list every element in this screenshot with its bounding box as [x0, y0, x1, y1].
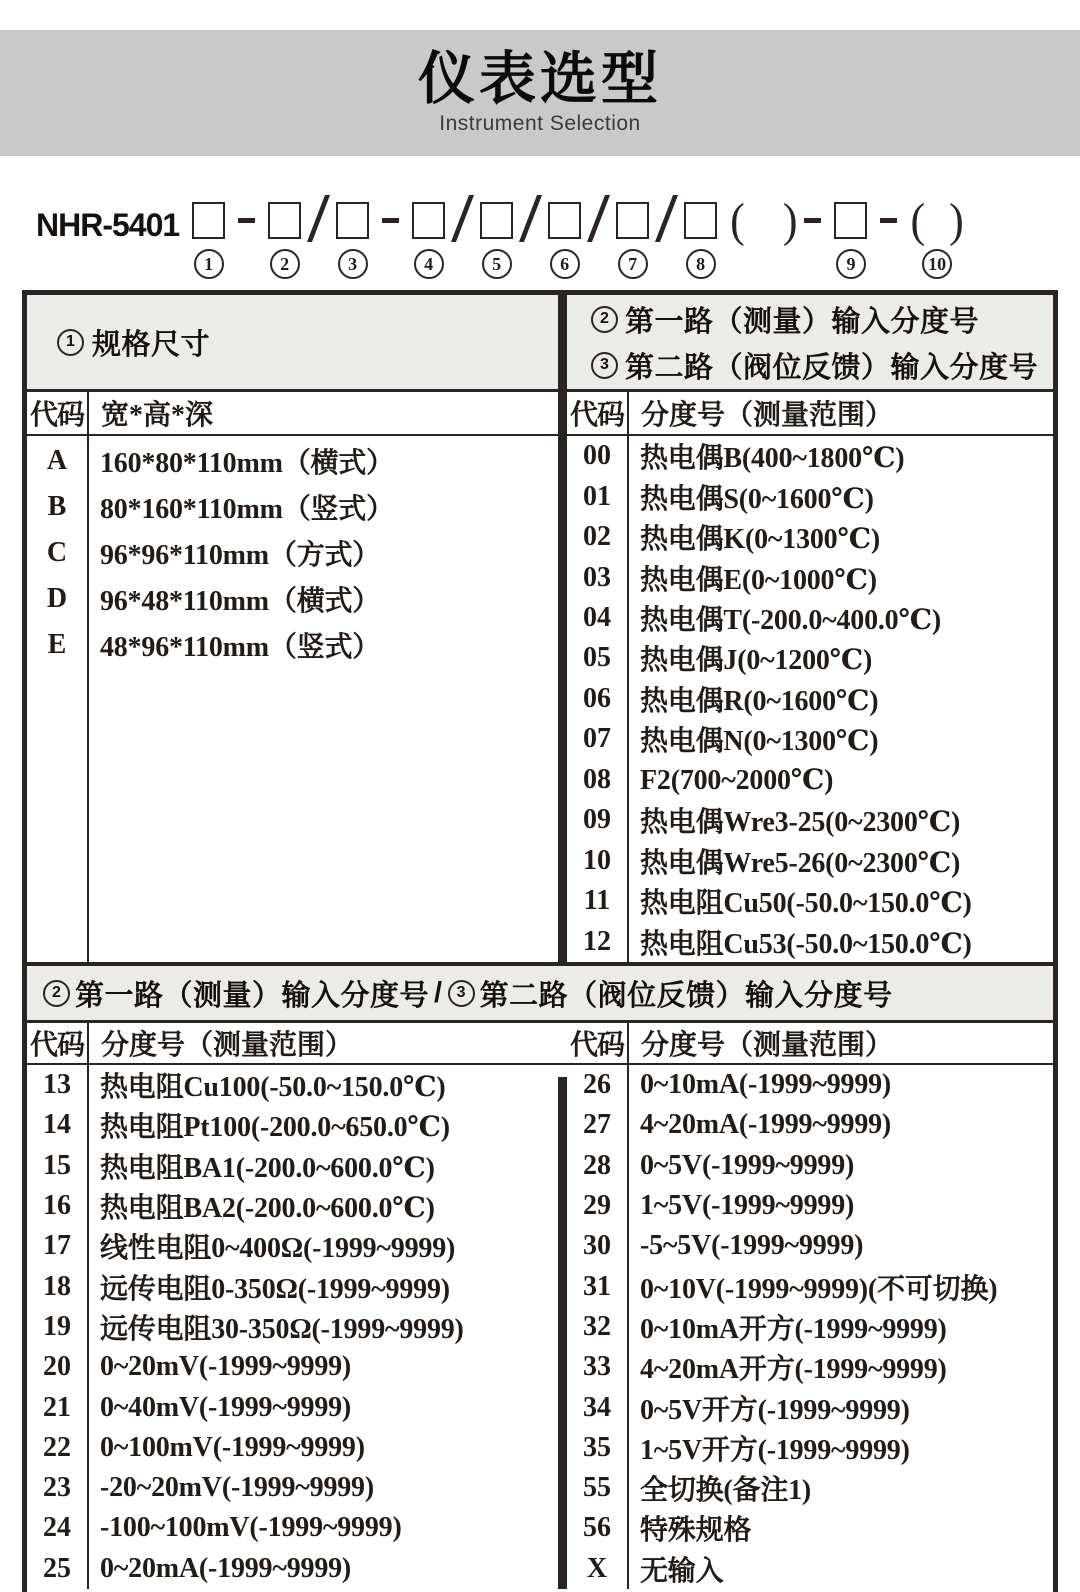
slash-separator-icon: [451, 195, 474, 242]
circled-number: 3: [448, 980, 475, 1007]
slash-separator-icon: [655, 195, 678, 242]
circled-number: 1: [57, 329, 84, 356]
circled-number: 2: [591, 306, 618, 333]
row-code: 13: [43, 1069, 71, 1101]
row-code: 03: [583, 561, 611, 593]
model-position-8: [684, 202, 717, 279]
page-banner: [0, 30, 1080, 156]
row-code: 16: [43, 1190, 71, 1222]
row-desc: -20~20mV(-1999~9999): [100, 1472, 374, 1504]
position-number: 6: [550, 249, 580, 279]
table-row: [27, 1105, 567, 1145]
row-desc: 热电偶T(-200.0~400.0℃): [640, 605, 941, 637]
table-row: [27, 438, 558, 484]
row-desc: 0~10mA(-1999~9999): [640, 1069, 892, 1101]
row-code: 27: [583, 1109, 611, 1141]
row-code: X: [586, 1552, 608, 1584]
graduation-rows-00-12: [567, 436, 1053, 962]
table-row: [567, 517, 1053, 557]
slash-separator-icon: [519, 195, 542, 242]
row-code: 32: [583, 1310, 611, 1342]
circled-number: 2: [43, 980, 70, 1007]
row-desc: 0~20mA(-1999~9999): [100, 1552, 352, 1584]
row-code: 26: [583, 1069, 611, 1101]
model-position-2: [268, 202, 301, 279]
row-desc: 热电偶B(400~1800℃): [640, 443, 905, 475]
model-position-10: [910, 194, 964, 279]
row-desc: 1~5V开方(-1999~9999): [640, 1434, 910, 1466]
separator: [662, 202, 671, 239]
row-desc: 热电偶Wre5-26(0~2300℃): [640, 847, 961, 879]
group-header-line: [591, 345, 1038, 386]
position-number: 4: [414, 249, 444, 279]
table-row: [27, 1266, 567, 1306]
graduation-column-group-right: [567, 1023, 1053, 1589]
table-row: [567, 436, 1053, 476]
vertical-divider: [558, 1077, 567, 1589]
row-code: 02: [583, 521, 611, 553]
row-desc: 80*160*110mm（竖式）: [100, 494, 394, 525]
model-position-1: [192, 202, 225, 279]
column-headers: [27, 1023, 567, 1065]
row-code: 09: [583, 804, 611, 836]
column-headers: [567, 1023, 1053, 1065]
slash-separator-icon: [587, 195, 610, 242]
table-row: [567, 638, 1053, 678]
paren-pair: [910, 194, 964, 247]
graduation-rows-13-25: [27, 1065, 567, 1589]
position-number: 8: [686, 249, 716, 279]
paren-close: ): [949, 194, 964, 247]
desc-column-header: 宽*高*深: [101, 400, 214, 431]
paren-open: (: [730, 194, 745, 247]
table-row: [567, 841, 1053, 881]
table-row: [27, 622, 558, 668]
position-number: 1: [194, 249, 224, 279]
table-top-section: [27, 295, 1053, 962]
row-code: 12: [583, 925, 611, 957]
row-desc: 热电偶N(0~1300℃): [640, 726, 879, 758]
row-code: 25: [43, 1552, 71, 1584]
row-code: C: [46, 537, 68, 568]
table-row: [27, 530, 558, 576]
column-headers: [567, 392, 1053, 436]
model-box: [480, 202, 513, 239]
table-row: [567, 1549, 1053, 1589]
model-position-4: [412, 202, 445, 279]
table-row: [27, 1508, 567, 1548]
model-box: [192, 202, 225, 239]
separator: [880, 202, 897, 239]
table-row: [567, 921, 1053, 961]
group-header-label: 规格尺寸: [92, 328, 211, 361]
row-code: 19: [43, 1310, 71, 1342]
table-row: [567, 1226, 1053, 1266]
model-prefix: NHR-5401: [36, 207, 180, 243]
page-subtitle: Instrument Selection: [439, 111, 641, 135]
model-code-line: [36, 194, 964, 279]
model-box: [616, 202, 649, 239]
group-header-line: [591, 299, 979, 340]
row-code: 20: [43, 1351, 71, 1383]
model-position-7: [616, 202, 649, 279]
row-desc: 0~10V(-1999~9999)(不可切换): [640, 1273, 998, 1305]
row-desc: 1~5V(-1999~9999): [640, 1190, 855, 1222]
row-code: 28: [583, 1149, 611, 1181]
row-desc: F2(700~2000℃): [640, 764, 834, 796]
row-desc: 96*48*110mm（横式）: [100, 586, 381, 617]
code-column-header: 代码: [29, 1030, 84, 1061]
table-row: [27, 1549, 567, 1589]
table-row: [567, 760, 1053, 800]
row-desc: 4~20mA开方(-1999~9999): [640, 1354, 947, 1386]
model-box: [684, 202, 717, 239]
table-row: [27, 1307, 567, 1347]
group-header-spec-size: [27, 295, 558, 392]
paren-open: (: [910, 194, 926, 247]
row-code: 22: [43, 1431, 71, 1463]
dash-separator-icon: [804, 218, 821, 223]
model-box: [412, 202, 445, 239]
row-code: 07: [583, 723, 611, 755]
band-label: 第一路（测量）输入分度号: [75, 979, 430, 1012]
table-row: [567, 1468, 1053, 1508]
table-row: [567, 1065, 1053, 1105]
row-code: 55: [583, 1472, 611, 1504]
table-row: [567, 1508, 1053, 1548]
row-desc: 无输入: [640, 1555, 724, 1587]
row-desc: 热电偶Wre3-25(0~2300℃): [640, 807, 961, 839]
row-desc: 0~100mV(-1999~9999): [100, 1431, 365, 1463]
row-code: A: [46, 445, 68, 476]
row-desc: -100~100mV(-1999~9999): [100, 1512, 402, 1544]
row-desc: 热电阻Pt100(-200.0~650.0℃): [100, 1112, 450, 1144]
row-code: 17: [43, 1230, 71, 1262]
table-row: [27, 1065, 567, 1105]
row-desc: 96*96*110mm（方式）: [100, 540, 381, 571]
position-number: 2: [270, 249, 300, 279]
row-desc: 全切换(备注1): [640, 1475, 812, 1507]
spec-size-rows: [27, 436, 558, 962]
row-code: 00: [583, 440, 611, 472]
table-row: [567, 1186, 1053, 1226]
table-row: [27, 1146, 567, 1186]
row-code: 31: [583, 1270, 611, 1302]
page-title: 仪表选型: [418, 47, 662, 112]
row-desc: -5~5V(-1999~9999): [640, 1230, 864, 1262]
position-number: 3: [338, 249, 368, 279]
table-row: [27, 1226, 567, 1266]
table-row: [27, 1468, 567, 1508]
table-row: [27, 484, 558, 530]
position-number: 5: [482, 249, 512, 279]
group-header-input-graduation: [567, 295, 1053, 392]
row-code: 14: [43, 1109, 71, 1141]
separator: [382, 202, 399, 239]
desc-column-header: 分度号（测量范围）: [101, 1030, 354, 1061]
graduation-column-group-left: [27, 1023, 567, 1589]
model-position-3: [336, 202, 369, 279]
row-code: 23: [43, 1472, 71, 1504]
table-row: [567, 1105, 1053, 1145]
table-bottom-section: [27, 1023, 1053, 1589]
table-row: [27, 1347, 567, 1387]
table-row: [567, 800, 1053, 840]
table-row: [567, 1307, 1053, 1347]
row-code: 29: [583, 1190, 611, 1222]
model-position-5: [480, 202, 513, 279]
row-code: 33: [583, 1351, 611, 1383]
slash-separator-icon: [307, 195, 330, 242]
desc-column-header: 分度号（测量范围）: [641, 400, 894, 431]
row-desc: 0~10mA开方(-1999~9999): [640, 1313, 947, 1345]
row-code: 15: [43, 1149, 71, 1181]
graduation-rows-26-X: [567, 1065, 1053, 1589]
selection-table: [22, 290, 1058, 1592]
table-row: [567, 598, 1053, 638]
table-row: [567, 557, 1053, 597]
separator: [594, 202, 603, 239]
table-row: [567, 1387, 1053, 1427]
row-desc: 热电阻Cu50(-50.0~150.0℃): [640, 888, 972, 920]
row-code: 34: [583, 1391, 611, 1423]
section-band-input-graduation: [27, 962, 1053, 1023]
table-row: [27, 1186, 567, 1226]
position-number: 7: [618, 249, 648, 279]
model-box: [336, 202, 369, 239]
row-desc: 线性电阻0~400Ω(-1999~9999): [100, 1233, 456, 1265]
row-desc: 0~5V开方(-1999~9999): [640, 1394, 910, 1426]
table-row: [27, 576, 558, 622]
desc-column-header: 分度号（测量范围）: [641, 1030, 894, 1061]
row-code: 56: [583, 1512, 611, 1544]
position-number: 10: [922, 249, 952, 279]
dash-separator-icon: [238, 218, 255, 223]
row-desc: 0~20mV(-1999~9999): [100, 1351, 352, 1383]
table-row: [567, 1428, 1053, 1468]
row-desc: 热电偶S(0~1600℃): [640, 483, 874, 515]
model-box: [268, 202, 301, 239]
row-desc: 特殊规格: [640, 1515, 752, 1547]
group-header-label: 第一路（测量）输入分度号: [625, 305, 980, 338]
row-code: 30: [583, 1230, 611, 1262]
circled-number: 3: [591, 352, 618, 379]
row-code: 35: [583, 1431, 611, 1463]
table-row: [567, 881, 1053, 921]
row-code: 21: [43, 1391, 71, 1423]
row-code: 24: [43, 1512, 71, 1544]
group-header-label: 第二路（阀位反馈）输入分度号: [625, 351, 1039, 384]
row-desc: 远传电阻30-350Ω(-1999~9999): [100, 1313, 464, 1345]
row-desc: 热电偶K(0~1300℃): [640, 524, 880, 556]
table-row: [27, 1387, 567, 1427]
row-desc: 热电阻Cu53(-50.0~150.0℃): [640, 928, 972, 960]
model-position-9: [834, 202, 867, 279]
table-row: [567, 1146, 1053, 1186]
separator: [458, 202, 467, 239]
model-box: [834, 202, 867, 239]
input-graduation-column-group: [567, 295, 1053, 962]
vertical-divider: [558, 295, 567, 962]
row-code: 18: [43, 1270, 71, 1302]
row-code: D: [46, 583, 68, 614]
row-desc: 热电偶J(0~1200℃): [640, 645, 873, 677]
model-position-6: [548, 202, 581, 279]
table-row: [567, 679, 1053, 719]
dash-separator-icon: [382, 218, 399, 223]
row-code: E: [47, 629, 67, 660]
separator: [526, 202, 535, 239]
position-number: 9: [836, 249, 866, 279]
row-desc: 4~20mA(-1999~9999): [640, 1109, 892, 1141]
row-code: B: [47, 491, 67, 522]
row-desc: 热电阻BA2(-200.0~600.0℃): [100, 1193, 435, 1225]
band-separator: /: [434, 976, 443, 1009]
table-row: [567, 719, 1053, 759]
row-code: 04: [583, 602, 611, 634]
row-desc: 160*80*110mm（横式）: [100, 448, 394, 479]
row-desc: 热电偶R(0~1600℃): [640, 685, 879, 717]
row-code: 11: [583, 885, 611, 917]
row-code: 06: [583, 682, 611, 714]
table-row: [567, 1347, 1053, 1387]
table-row: [567, 476, 1053, 516]
band-label: 第二路（阀位反馈）输入分度号: [479, 979, 893, 1012]
row-desc: 0~40mV(-1999~9999): [100, 1391, 352, 1423]
dash-separator-icon: [880, 218, 897, 223]
spec-size-column-group: [27, 295, 558, 962]
row-code: 05: [583, 642, 611, 674]
paren-close: ): [782, 194, 798, 247]
row-code: 08: [583, 763, 611, 795]
row-desc: 热电阻Cu100(-50.0~150.0℃): [100, 1072, 446, 1104]
column-headers: [27, 392, 558, 436]
row-desc: 0~5V(-1999~9999): [640, 1149, 855, 1181]
row-desc: 远传电阻0-350Ω(-1999~9999): [100, 1273, 450, 1305]
separator: [238, 202, 255, 239]
row-desc: 热电阻BA1(-200.0~600.0℃): [100, 1152, 435, 1184]
separator-parens-dash: [730, 194, 821, 247]
row-code: 01: [583, 480, 611, 512]
table-row: [567, 1266, 1053, 1306]
code-column-header: 代码: [29, 400, 84, 431]
table-row: [27, 1428, 567, 1468]
code-column-header: 代码: [569, 400, 624, 431]
code-column-header: 代码: [569, 1030, 624, 1061]
row-desc: 热电偶E(0~1000℃): [640, 564, 877, 596]
separator: [314, 202, 323, 239]
row-code: 10: [583, 844, 611, 876]
model-box: [548, 202, 581, 239]
row-desc: 48*96*110mm（竖式）: [100, 632, 381, 663]
